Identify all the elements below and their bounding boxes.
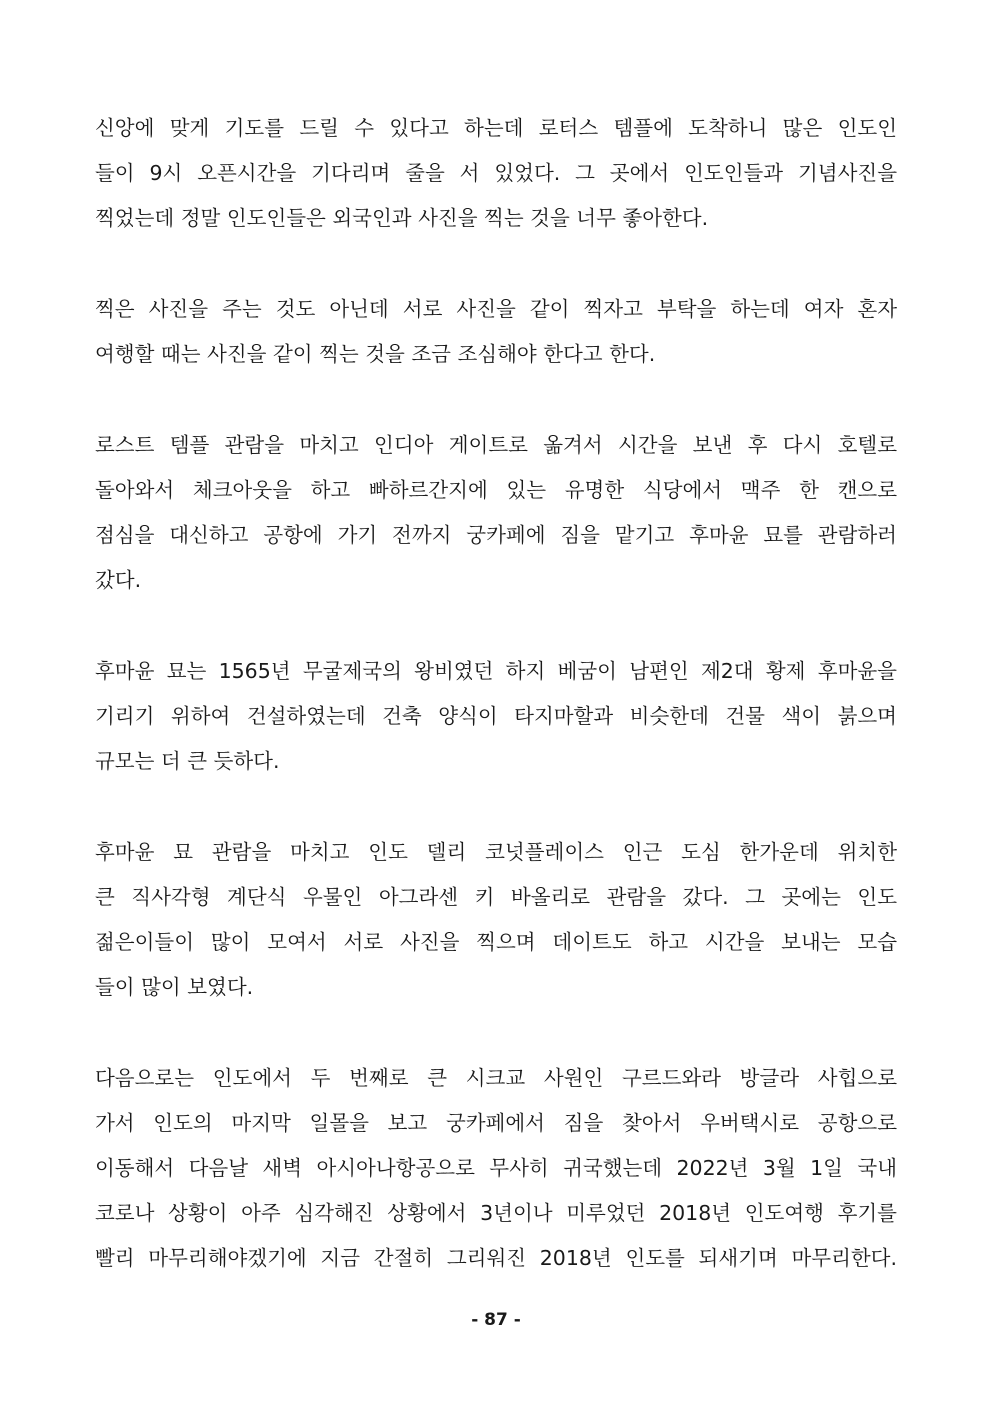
paragraph-1 — [95, 106, 897, 241]
text-line: 신앙에 맞게 기도를 드릴 수 있다고 하는데 로터스 템플에 도착하니 많은 인도인 — [95, 116, 897, 140]
text-line: 로스트 템플 관람을 마치고 인디아 게이트로 옮겨서 시간을 보낸 후 다시 호텔로 — [95, 433, 897, 457]
paragraph-4 — [95, 649, 897, 784]
text-line: 규모는 더 큰 듯하다. — [95, 749, 280, 773]
text-line: 들이 9시 오픈시간을 기다리며 줄을 서 있었다. 그 곳에서 인도인들과 기념사진을 — [95, 161, 897, 185]
text-line: 코로나 상황이 아주 심각해진 상황에서 3년이나 미루었던 2018년 인도여행 후기를 — [95, 1201, 897, 1225]
text-line: 후마윤 묘는 1565년 무굴제국의 왕비였던 하지 베굼이 남편인 제2대 황제 후마윤을 — [95, 659, 897, 683]
text-line: 찍은 사진을 주는 것도 아닌데 서로 사진을 같이 찍자고 부탁을 하는데 여자 혼자 — [95, 297, 897, 321]
text-line: 젊은이들이 많이 모여서 서로 사진을 찍으며 데이트도 하고 시간을 보내는 모습 — [95, 930, 897, 954]
text-line: 후마윤 묘 관람을 마치고 인도 델리 코넛플레이스 인근 도심 한가운데 위치한 — [95, 840, 897, 864]
text-line: 다음으로는 인도에서 두 번째로 큰 시크교 사원인 구르드와라 방글라 사힙으로 — [95, 1066, 897, 1090]
text-line: 이동해서 다음날 새벽 아시아나항공으로 무사히 귀국했는데 2022년 3월 1일 국내 — [95, 1156, 897, 1180]
text-line: 가서 인도의 마지막 일몰을 보고 궁카페에서 짐을 찾아서 우버택시로 공항으로 — [95, 1111, 897, 1135]
document-body — [95, 106, 897, 1327]
text-line: 여행할 때는 사진을 같이 찍는 것을 조금 조심해야 한다고 한다. — [95, 342, 656, 366]
text-line: 기리기 위하여 건설하였는데 건축 양식이 타지마할과 비슷한데 건물 색이 붉으며 — [95, 704, 897, 728]
text-line: 점심을 대신하고 공항에 가기 전까지 궁카페에 짐을 맡기고 후마윤 묘를 관람하러 — [95, 523, 897, 547]
paragraph-5 — [95, 830, 897, 1010]
text-line: 갔다. — [95, 568, 142, 592]
text-line: 들이 많이 보였다. — [95, 975, 254, 999]
text-line: 찍었는데 정말 인도인들은 외국인과 사진을 찍는 것을 너무 좋아한다. — [95, 206, 709, 230]
text-line: 빨리 마무리해야겠기에 지금 간절히 그리워진 2018년 인도를 되새기며 마무리한다. — [95, 1246, 897, 1270]
paragraph-3 — [95, 423, 897, 603]
paragraph-6 — [95, 1056, 897, 1281]
page-number: - 87 - — [471, 1310, 521, 1330]
paragraph-2 — [95, 287, 897, 377]
text-line: 돌아와서 체크아웃을 하고 빠하르간지에 있는 유명한 식당에서 맥주 한 캔으로 — [95, 478, 897, 502]
text-line: 큰 직사각형 계단식 우물인 아그라센 키 바올리로 관람을 갔다. 그 곳에는 인도 — [95, 885, 897, 909]
